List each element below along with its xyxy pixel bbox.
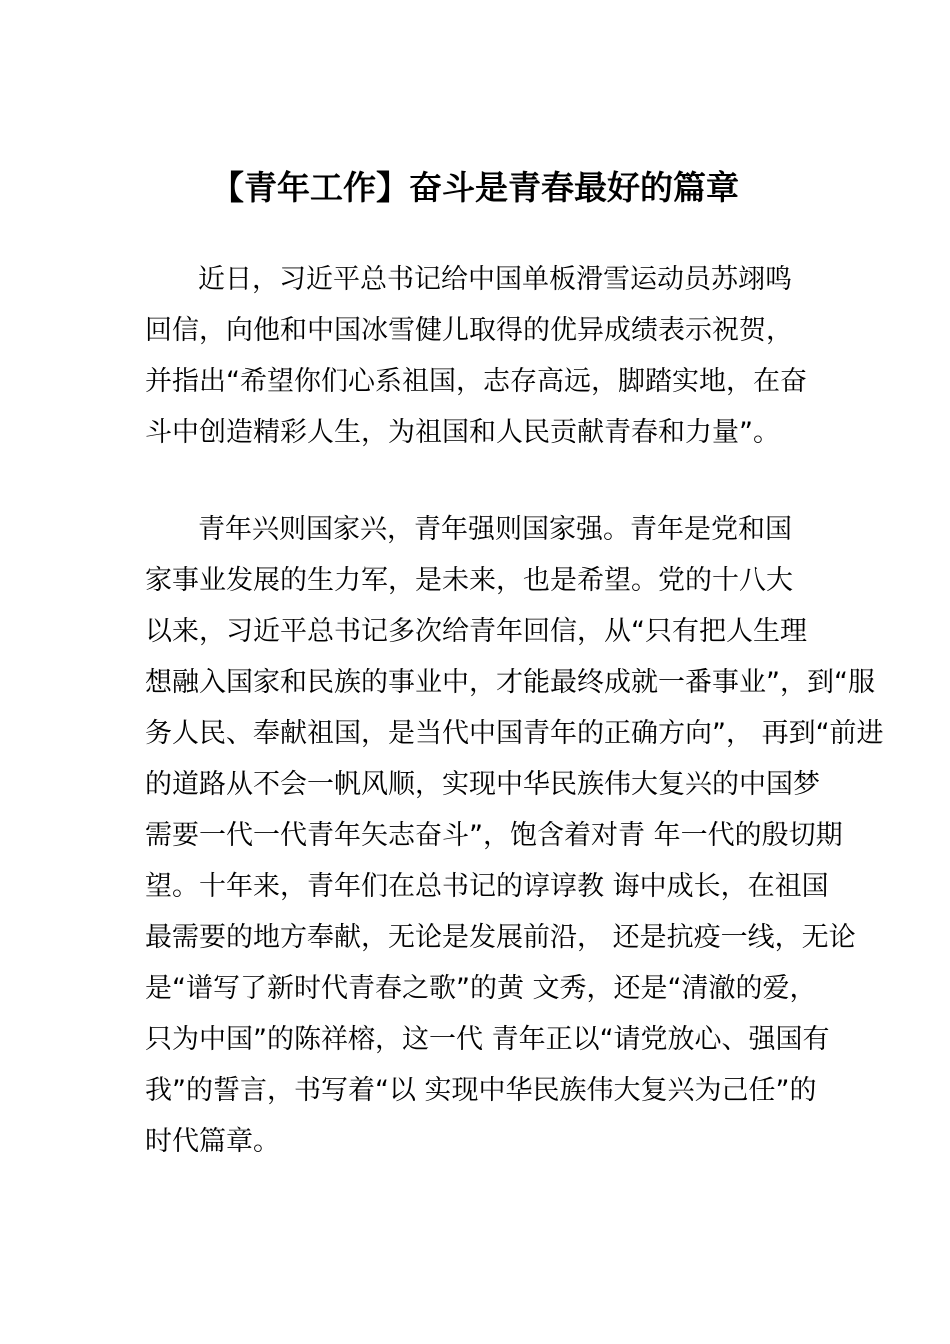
paragraph-line: 想融入国家和民族的事业中，才能最终成就一番事业”，到“服	[145, 667, 875, 698]
paragraph-line: 最需要的地方奉献，无论是发展前沿， 还是抗疫一线，无论	[145, 922, 856, 953]
paragraph-line: 的道路从不会一帆风顺，实现中华民族伟大复兴的中国梦	[145, 769, 820, 800]
paragraph-line: 是“谱写了新时代青春之歌”的黄 文秀，还是“清澈的爱，	[145, 973, 817, 1004]
paragraph-line: 我”的誓言，书写着“以 实现中华民族伟大复兴为己任”的	[145, 1075, 817, 1106]
paragraph-line: 回信，向他和中国冰雪健儿取得的优异成绩表示祝贺，	[145, 315, 793, 346]
paragraph-line: 望。十年来，青年们在总书记的谆谆教 诲中成长，在祖国	[145, 871, 829, 902]
paragraph-line: 以来，习近平总书记多次给青年回信，从“只有把人生理	[145, 616, 807, 647]
paragraph-line: 需要一代一代青年矢志奋斗”，饱含着对青 年一代的殷切期	[145, 820, 843, 851]
paragraph-line: 家事业发展的生力军，是未来，也是希望。党的十八大	[145, 565, 793, 596]
paragraph-line: 务人民、奉献祖国，是当代中国青年的正确方向”， 再到“前进	[145, 718, 884, 749]
paragraph-line: 近日，习近平总书记给中国单板滑雪运动员苏翊鸣	[198, 264, 792, 295]
document-title: 【青年工作】奋斗是青春最好的篇章	[211, 168, 739, 207]
paragraph-line: 并指出“希望你们心系祖国，志存高远，脚踏实地，在奋	[145, 366, 807, 397]
paragraph-line: 只为中国”的陈祥榕，这一代 青年正以“请党放心、强国有	[145, 1024, 830, 1055]
paragraph-line: 时代篇章。	[145, 1126, 280, 1157]
paragraph-line: 斗中创造精彩人生，为祖国和人民贡献青春和力量”。	[145, 417, 780, 448]
paragraph-line: 青年兴则国家兴，青年强则国家强。青年是党和国	[198, 514, 792, 545]
